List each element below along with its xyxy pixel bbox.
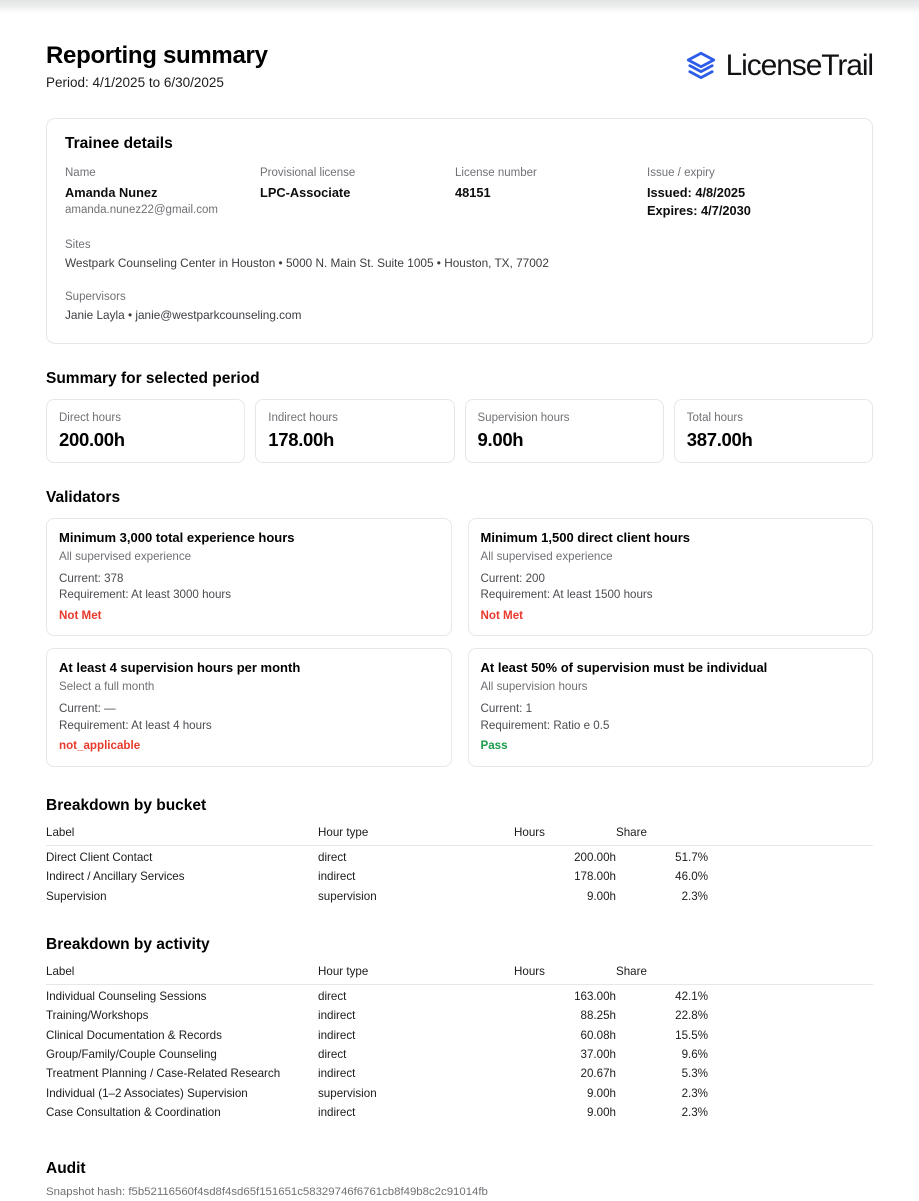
cell-hour-type: direct: [318, 989, 347, 1003]
trainee-supervisors-block: [65, 289, 854, 325]
stat-value: 9.00h: [477, 428, 524, 450]
summary-title: Summary for selected period: [46, 369, 260, 387]
field-label: Provisional license: [260, 166, 356, 179]
trainee-field-license-number: [455, 165, 647, 221]
stacked-layers-icon: [683, 48, 719, 84]
supervisors-label: Supervisors: [65, 290, 126, 303]
cell-hour-type: indirect: [318, 1106, 356, 1119]
validator-requirement: Requirement: At least 1500 hours: [480, 588, 653, 602]
table-row: [46, 886, 873, 905]
column-header-hour-type: Hour type: [318, 965, 514, 985]
cell-share: 2.3%: [681, 1106, 708, 1119]
cell-share: 2.3%: [681, 889, 708, 903]
cell-share: 46.0%: [675, 870, 708, 884]
cell-label: Direct Client Contact: [46, 850, 153, 864]
cell-spacer: [708, 1103, 873, 1122]
field-label: Name: [65, 166, 96, 179]
summary-stat-row: [46, 399, 873, 463]
activity-breakdown-section: [46, 936, 873, 1122]
table-row: [46, 1103, 873, 1122]
stat-value: 387.00h: [686, 428, 753, 450]
cell-label: Group/Family/Couple Counseling: [46, 1047, 217, 1061]
stat-card-total-hours: [674, 399, 873, 463]
validator-scope: Select a full month: [59, 680, 155, 694]
cell-hours: 20.67h: [580, 1067, 616, 1081]
summary-section: [46, 370, 873, 463]
cell-hours: 37.00h: [580, 1047, 616, 1061]
activity-breakdown-table: [46, 965, 873, 1122]
stat-card-supervision-hours: [465, 399, 664, 463]
cell-hour-type: direct: [318, 850, 347, 864]
validator-card-monthly-supervision-hours: [46, 648, 452, 766]
cell-hours: 200.00h: [574, 850, 616, 864]
validator-current: Current: —: [59, 701, 116, 715]
table-row: [46, 1083, 873, 1102]
column-header-share: Share: [616, 826, 708, 846]
stat-value: 200.00h: [59, 428, 125, 450]
stat-card-direct-hours: [46, 399, 245, 463]
column-header-spacer: [708, 826, 873, 846]
activity-breakdown-title: Breakdown by activity: [46, 935, 210, 953]
cell-hour-type: supervision: [318, 1086, 377, 1100]
validator-scope: All supervised experience: [59, 549, 192, 563]
cell-spacer: [708, 845, 873, 867]
field-label: License number: [455, 166, 537, 179]
validator-card-direct-client-hours: [468, 518, 874, 636]
stat-label: Supervision hours: [477, 411, 570, 424]
field-value: Amanda Nunez: [65, 184, 158, 200]
report-period: Period: 4/1/2025 to 6/30/2025: [46, 75, 224, 91]
cell-share: 2.3%: [681, 1086, 708, 1100]
page-title: Reporting summary: [46, 42, 268, 69]
cell-label: Individual Counseling Sessions: [46, 989, 207, 1003]
sites-value: Westpark Counseling Center in Houston • 5000 N. Main St. Suite 1005 • Houston, TX, 77002: [65, 256, 549, 271]
validator-grid: [46, 518, 873, 767]
cell-label: Indirect / Ancillary Services: [46, 870, 185, 884]
cell-hour-type: supervision: [318, 889, 377, 903]
validator-scope: All supervised experience: [480, 549, 613, 563]
license-expires-date: Expires: 4/7/2030: [647, 203, 751, 219]
cell-spacer: [708, 867, 873, 886]
validator-title: At least 4 supervision hours per month: [59, 660, 301, 676]
stat-label: Total hours: [686, 411, 744, 424]
cell-label: Individual (1–2 Associates) Supervision: [46, 1086, 248, 1100]
header-text-block: [46, 43, 268, 92]
table-row: [46, 867, 873, 886]
validator-requirement: Requirement: At least 4 hours: [59, 718, 212, 732]
cell-hours: 88.25h: [580, 1009, 616, 1023]
cell-spacer: [708, 1006, 873, 1025]
cell-share: 51.7%: [675, 850, 708, 864]
brand-name: LicenseTrail: [725, 49, 873, 82]
cell-spacer: [708, 1045, 873, 1064]
validator-current: Current: 200: [480, 571, 545, 585]
trainee-field-provisional-license: [260, 165, 455, 221]
table-header-row: [46, 826, 873, 846]
snapshot-hash: Snapshot hash: f5b52116560f4sd8f4sd65f151651c58329746f6761cb8f49b8c2c91014fb: [46, 1186, 488, 1199]
cell-share: 15.5%: [675, 1028, 708, 1042]
validator-requirement: Requirement: At least 3000 hours: [59, 588, 232, 602]
bucket-breakdown-section: [46, 797, 873, 906]
table-row: [46, 1006, 873, 1025]
stat-label: Indirect hours: [268, 411, 338, 424]
column-header-hours: Hours: [514, 965, 616, 985]
table-row: [46, 845, 873, 867]
cell-label: Clinical Documentation & Records: [46, 1028, 222, 1042]
column-header-label: Label: [46, 965, 318, 985]
cell-spacer: [708, 1064, 873, 1083]
trainee-details-heading: Trainee details: [65, 134, 173, 152]
stat-card-indirect-hours: [255, 399, 454, 463]
stat-label: Direct hours: [59, 411, 121, 424]
bucket-breakdown-title: Breakdown by bucket: [46, 796, 207, 814]
validator-title: At least 50% of supervision must be individual: [480, 660, 768, 676]
page-top-shadow: [0, 0, 919, 13]
table-row: [46, 1025, 873, 1044]
cell-spacer: [708, 984, 873, 1006]
cell-spacer: [708, 1083, 873, 1102]
field-label: Issue / expiry: [647, 166, 715, 179]
validator-title: Minimum 3,000 total experience hours: [59, 530, 295, 546]
cell-hours: 163.00h: [574, 989, 616, 1003]
cell-hours: 60.08h: [580, 1028, 616, 1042]
bucket-breakdown-table: [46, 826, 873, 906]
cell-label: Case Consultation & Coordination: [46, 1106, 221, 1119]
validator-status-badge: Pass: [480, 739, 508, 753]
table-row: [46, 1045, 873, 1064]
validator-scope: All supervision hours: [480, 680, 588, 694]
cell-hours: 9.00h: [586, 1106, 616, 1119]
validators-title: Validators: [46, 489, 121, 507]
validator-status-badge: Not Met: [59, 609, 102, 623]
cell-label: Treatment Planning / Case-Related Research: [46, 1067, 281, 1081]
trainee-details-card: [46, 118, 873, 344]
validator-card-total-experience-hours: [46, 518, 452, 636]
license-issued-date: Issued: 4/8/2025: [647, 184, 746, 200]
field-value: 48151: [455, 184, 491, 200]
validator-current: Current: 1: [480, 701, 533, 715]
column-header-label: Label: [46, 826, 318, 846]
column-header-share: Share: [616, 965, 708, 985]
report-page: [0, 13, 919, 1201]
cell-hour-type: indirect: [318, 870, 356, 884]
cell-hour-type: direct: [318, 1047, 347, 1061]
trainee-field-name: [65, 165, 260, 221]
cell-hour-type: indirect: [318, 1009, 356, 1023]
trainee-detail-grid: [65, 165, 854, 221]
supervisors-value: Janie Layla • janie@westparkcounseling.com: [65, 308, 302, 323]
cell-share: 9.6%: [681, 1047, 708, 1061]
validator-status-badge: Not Met: [480, 609, 524, 623]
audit-title: Audit: [46, 1160, 86, 1178]
column-header-hours: Hours: [514, 826, 616, 846]
column-header-hour-type: Hour type: [318, 826, 514, 846]
sites-label: Sites: [65, 238, 91, 251]
trainee-field-issue-expiry: [647, 165, 854, 221]
cell-hour-type: indirect: [318, 1067, 356, 1081]
validator-status-badge: not_applicable: [59, 739, 141, 753]
validator-card-individual-supervision-ratio: [468, 648, 874, 766]
stat-value: 178.00h: [268, 428, 335, 450]
trainee-email: amanda.nunez22@gmail.com: [65, 204, 218, 217]
table-row: [46, 1064, 873, 1083]
validator-title: Minimum 1,500 direct client hours: [480, 530, 690, 546]
cell-spacer: [708, 886, 873, 905]
cell-label: Supervision: [46, 889, 107, 903]
cell-share: 42.1%: [675, 989, 708, 1003]
table-header-row: [46, 965, 873, 985]
column-header-spacer: [708, 965, 873, 985]
report-header: [46, 13, 873, 92]
cell-hour-type: indirect: [318, 1028, 356, 1042]
validator-requirement: Requirement: Ratio e 0.5: [480, 718, 610, 732]
audit-section: [46, 1160, 873, 1201]
validators-section: [46, 489, 873, 767]
brand-logo: [683, 43, 873, 84]
cell-hours: 178.00h: [574, 870, 616, 884]
cell-spacer: [708, 1025, 873, 1044]
cell-hours: 9.00h: [586, 889, 616, 903]
cell-hours: 9.00h: [586, 1086, 616, 1100]
cell-share: 22.8%: [675, 1009, 708, 1023]
table-row: [46, 984, 873, 1006]
field-value: LPC-Associate: [260, 184, 351, 200]
validator-current: Current: 378: [59, 571, 124, 585]
cell-share: 5.3%: [681, 1067, 708, 1081]
trainee-sites-block: [65, 237, 854, 273]
cell-label: Training/Workshops: [46, 1009, 149, 1023]
